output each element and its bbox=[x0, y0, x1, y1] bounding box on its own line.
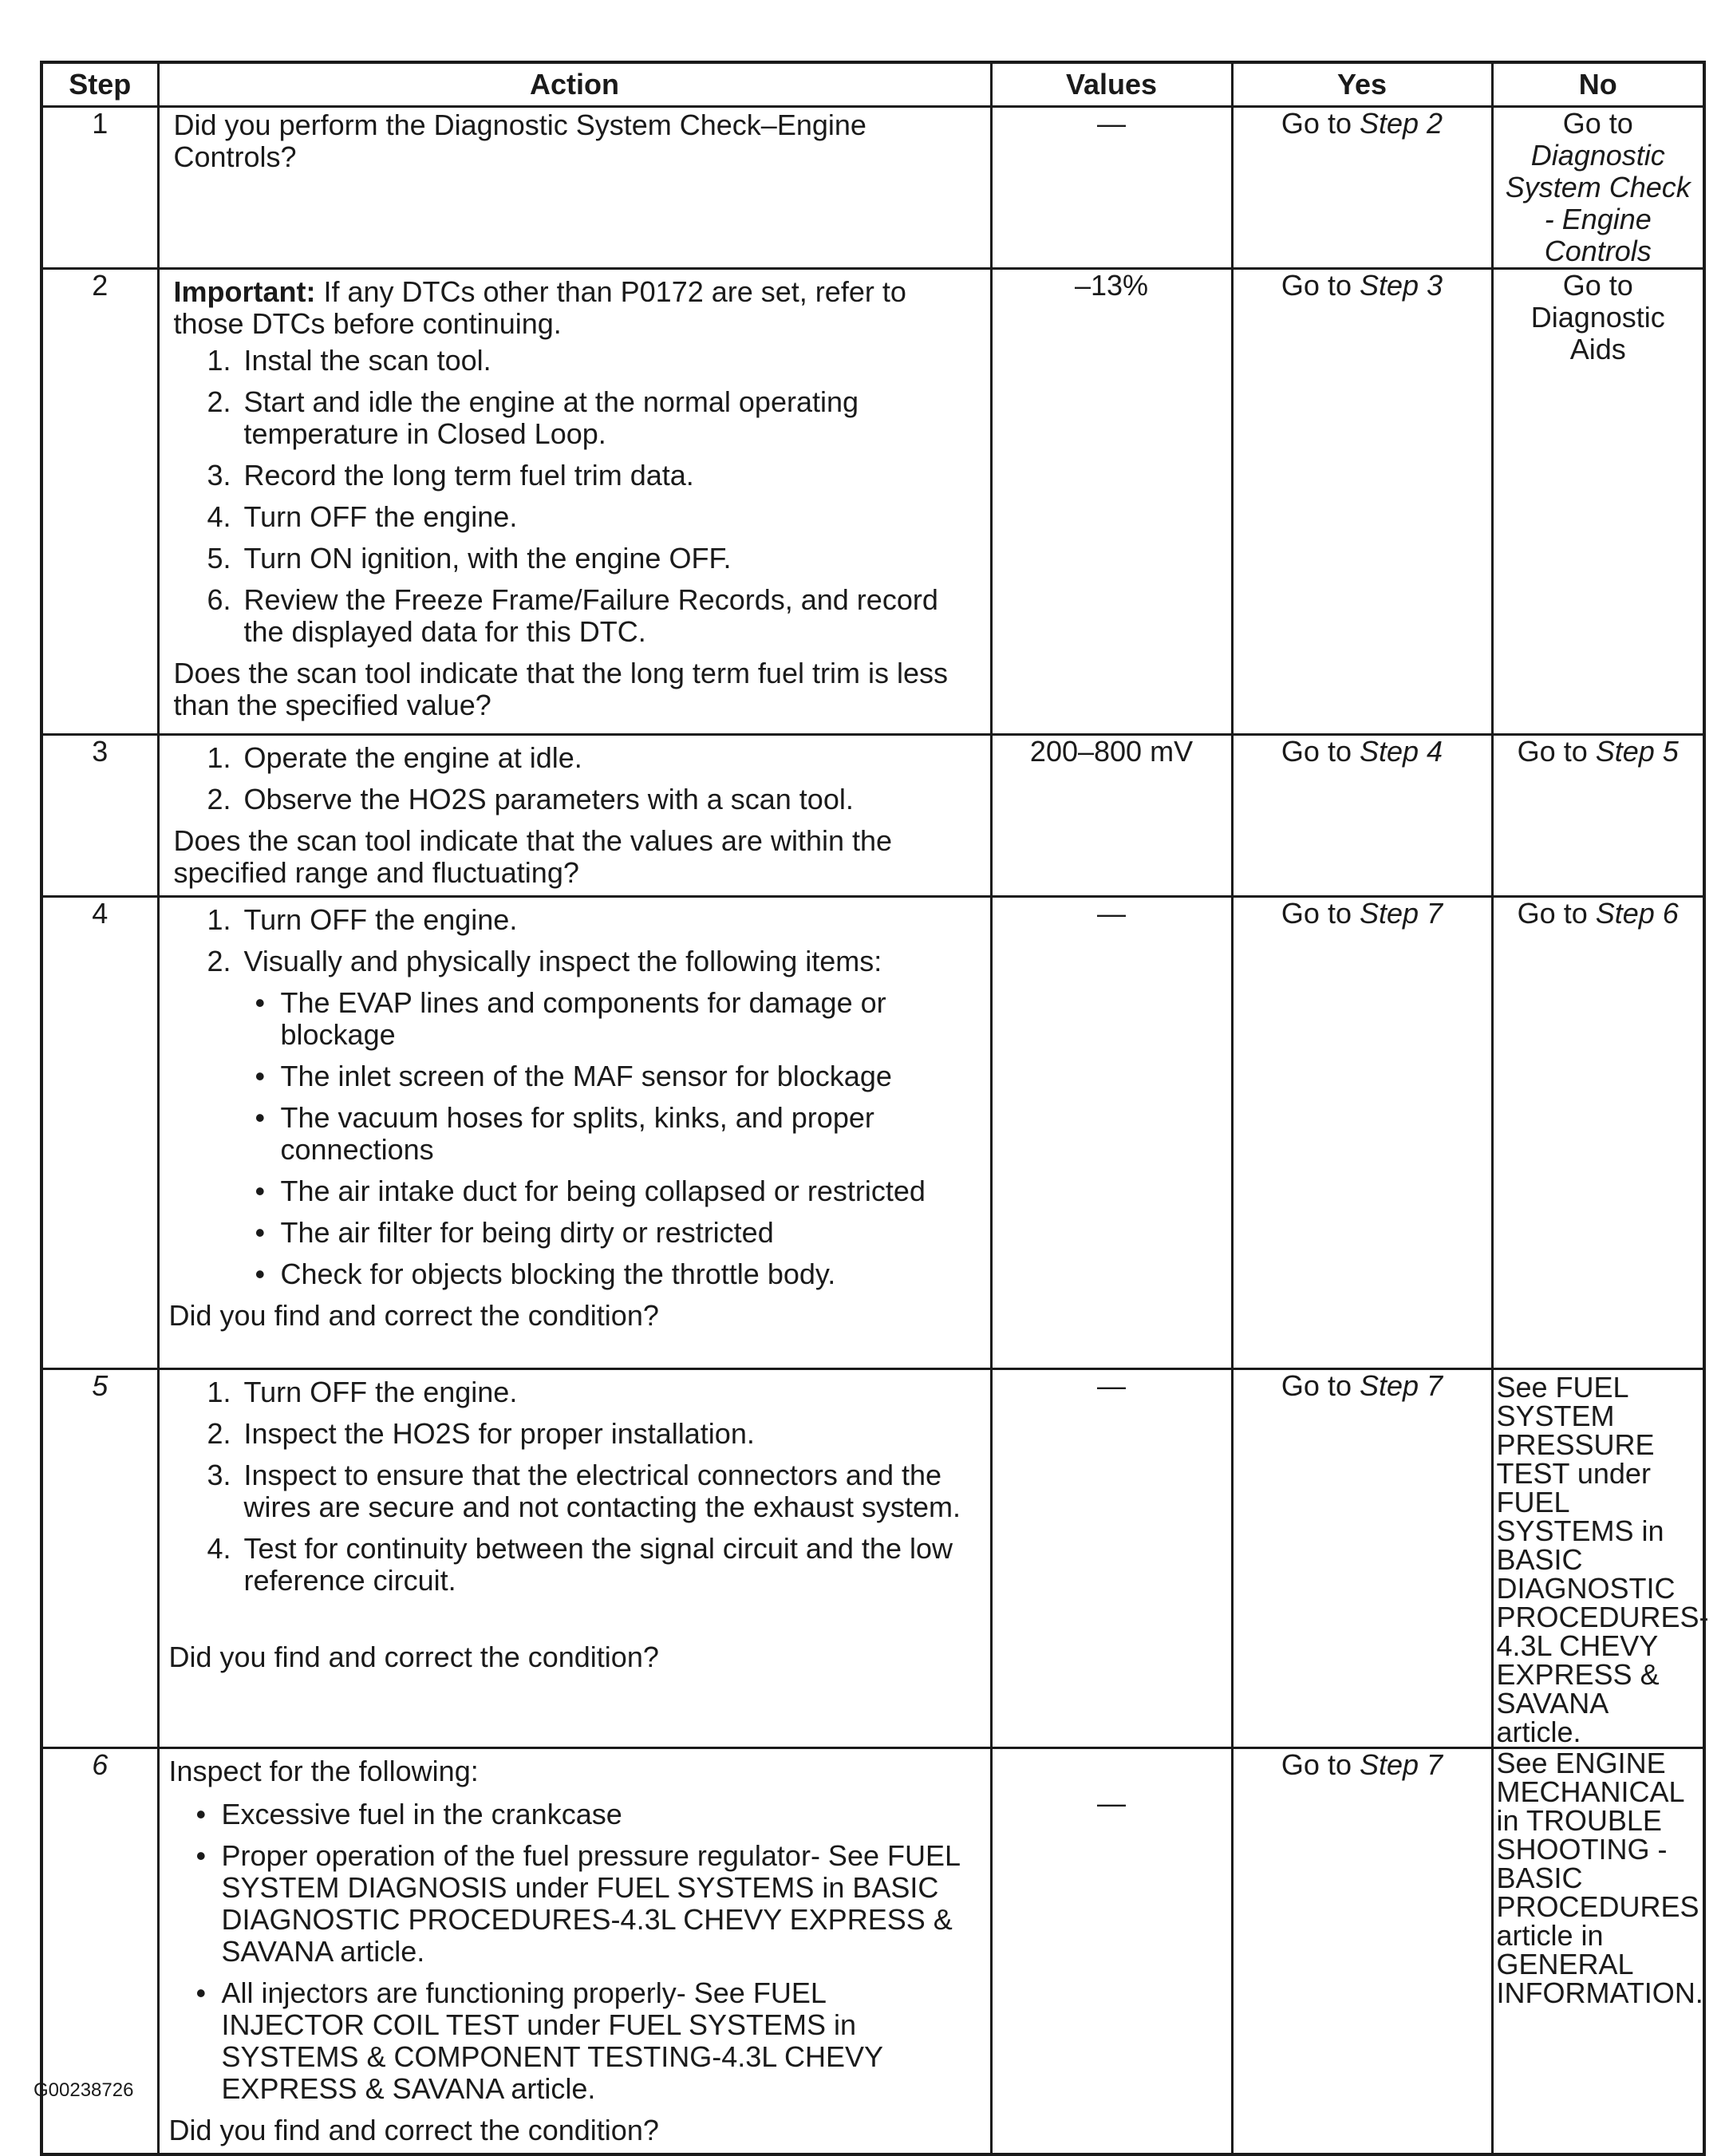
bullet-item: • The air intake duct for being collapsed or restricted bbox=[268, 1175, 976, 1207]
step-number-text: 5 bbox=[92, 1369, 109, 1402]
step-number: 2 bbox=[41, 269, 158, 735]
list-item: 3. Record the long term fuel trim data. bbox=[239, 460, 976, 492]
action-cell bbox=[158, 1748, 991, 2155]
step-number-text: 6 bbox=[92, 1748, 109, 1781]
list-item: 6. Review the Freeze Frame/Failure Records, and record the displayed data for this DTC. bbox=[239, 584, 976, 648]
bullet-item: • Proper operation of the fuel pressure regulator- See FUEL SYSTEM DIAGNOSIS under FUEL SYSTEMS in BASIC DIAGNOSTIC PROCEDURES-4.3L CHEVY EXPRESS & SAVANA article. bbox=[209, 1840, 976, 1968]
diagnostic-table bbox=[40, 61, 1709, 2156]
procedure-list bbox=[174, 742, 976, 815]
yes-target: Step 2 bbox=[1359, 107, 1443, 140]
figure-id: G00238726 bbox=[34, 2079, 134, 2101]
yes-prefix: Go to bbox=[1281, 1369, 1360, 1402]
value-cell: — bbox=[991, 1748, 1232, 2155]
procedure-list bbox=[174, 345, 976, 648]
inspection-bullets bbox=[244, 987, 976, 1290]
bullet-item: • The air filter for being dirty or restricted bbox=[268, 1217, 976, 1249]
action-cell bbox=[158, 269, 991, 735]
step-number bbox=[41, 1369, 158, 1748]
value-cell: — bbox=[991, 1369, 1232, 1748]
list-item-text: Visually and physically inspect the following items: bbox=[243, 945, 882, 977]
no-cell bbox=[1492, 735, 1704, 897]
step-number: 3 bbox=[41, 735, 158, 897]
yes-target: Step 7 bbox=[1359, 897, 1443, 930]
yes-target: Step 7 bbox=[1359, 1369, 1443, 1402]
header-yes: Yes bbox=[1232, 62, 1492, 107]
action-intro: Inspect for the following: bbox=[168, 1755, 479, 1787]
value-cell: –13% bbox=[991, 269, 1232, 735]
list-item: 2. Observe the HO2S parameters with a scan tool. bbox=[239, 784, 976, 815]
table-row-step-4 bbox=[41, 897, 1704, 1369]
bullet-item: • Excessive fuel in the crankcase bbox=[209, 1799, 976, 1830]
list-item: 1. Operate the engine at idle. bbox=[239, 742, 976, 774]
step-number: 4 bbox=[41, 897, 158, 1369]
no-target: Step 5 bbox=[1595, 735, 1679, 768]
header-action: Action bbox=[158, 62, 991, 107]
no-prefix: Go to bbox=[1517, 735, 1596, 768]
table-row-step-3 bbox=[41, 735, 1704, 897]
table-row-step-6 bbox=[41, 1748, 1704, 2155]
list-item bbox=[239, 946, 976, 1290]
list-item: 4. Turn OFF the engine. bbox=[239, 501, 976, 533]
yes-cell bbox=[1232, 1369, 1492, 1748]
list-item: 2. Inspect the HO2S for proper installation. bbox=[239, 1418, 976, 1450]
value-cell: — bbox=[991, 897, 1232, 1369]
no-target: Step 6 bbox=[1595, 897, 1679, 930]
procedure-list bbox=[169, 904, 976, 1290]
list-item: 1. Turn OFF the engine. bbox=[239, 904, 976, 936]
yes-prefix: Go to bbox=[1281, 107, 1360, 140]
yes-cell bbox=[1232, 107, 1492, 269]
yes-cell bbox=[1232, 897, 1492, 1369]
bullet-item: • The inlet screen of the MAF sensor for blockage bbox=[268, 1060, 976, 1092]
no-prefix: Go to bbox=[1562, 107, 1633, 140]
action-question: Did you find and correct the condition? bbox=[168, 1641, 659, 1673]
action-cell bbox=[158, 1369, 991, 1748]
bullet-item: • All injectors are functioning properly- See FUEL INJECTOR COIL TEST under FUEL SYSTEMS in SYSTEMS & COMPONENT TESTING-4.3L CHEVY EXPRESS & SAVANA article. bbox=[209, 1977, 976, 2105]
no-prefix: Go to bbox=[1517, 897, 1596, 930]
bullet-item: • Check for objects blocking the throttle body. bbox=[268, 1258, 976, 1290]
list-item: 2. Start and idle the engine at the normal operating temperature in Closed Loop. bbox=[239, 386, 976, 450]
important-text: If any DTCs other than P0172 are set, refer to those DTCs before continuing. bbox=[173, 275, 906, 340]
list-item: 5. Turn ON ignition, with the engine OFF. bbox=[239, 543, 976, 575]
no-target: Diagnostic System Check - Engine Controls bbox=[1505, 139, 1691, 267]
important-label: Important: bbox=[173, 275, 316, 308]
header-step: Step bbox=[41, 62, 158, 107]
yes-prefix: Go to bbox=[1281, 735, 1360, 768]
header-no: No bbox=[1492, 62, 1704, 107]
header-row bbox=[41, 62, 1704, 107]
yes-prefix: Go to bbox=[1281, 269, 1360, 302]
no-cell bbox=[1492, 897, 1704, 1369]
yes-target: Step 7 bbox=[1359, 1748, 1443, 1781]
action-question: Does the scan tool indicate that the values are within the specified range and fluctuating? bbox=[173, 824, 893, 889]
no-cell: See FUEL SYSTEM PRESSURE TEST under FUEL SYSTEMS in BASIC DIAGNOSTIC PROCEDURES-4.3L CHEVY EXPRESS & SAVANA article. bbox=[1492, 1369, 1704, 1748]
yes-prefix: Go to bbox=[1281, 897, 1360, 930]
value-cell: — bbox=[991, 107, 1232, 269]
header-values: Values bbox=[991, 62, 1232, 107]
list-item: 1. Instal the scan tool. bbox=[239, 345, 976, 377]
inspection-bullets bbox=[169, 1799, 976, 2105]
list-item: 3. Inspect to ensure that the electrical connectors and the wires are secure and not contacting the exhaust system. bbox=[239, 1459, 976, 1523]
no-cell bbox=[1492, 107, 1704, 269]
table-row-step-5 bbox=[41, 1369, 1704, 1748]
table-row-step-1 bbox=[41, 107, 1704, 269]
important-note bbox=[174, 276, 976, 340]
action-question: Did you find and correct the condition? bbox=[168, 2114, 659, 2146]
yes-target: Step 4 bbox=[1359, 735, 1443, 768]
bullet-item: • The EVAP lines and components for damage or blockage bbox=[268, 987, 976, 1051]
list-item: 4. Test for continuity between the signal circuit and the low reference circuit. bbox=[239, 1533, 976, 1597]
action-cell bbox=[158, 897, 991, 1369]
action-question: Did you find and correct the condition? bbox=[168, 1299, 659, 1332]
value-cell: 200–800 mV bbox=[991, 735, 1232, 897]
step-number: 1 bbox=[41, 107, 158, 269]
action-cell bbox=[158, 735, 991, 897]
procedure-list bbox=[169, 1376, 976, 1597]
list-item: 1. Turn OFF the engine. bbox=[239, 1376, 976, 1408]
table-row-step-2 bbox=[41, 269, 1704, 735]
bullet-item: • The vacuum hoses for splits, kinks, and proper connections bbox=[268, 1102, 976, 1166]
yes-target: Step 3 bbox=[1359, 269, 1443, 302]
yes-prefix: Go to bbox=[1281, 1748, 1360, 1781]
yes-cell bbox=[1232, 269, 1492, 735]
no-cell: See ENGINE MECHANICAL in TROUBLE SHOOTING - BASIC PROCEDURES article in GENERAL INFORMATION. bbox=[1492, 1748, 1704, 2155]
action-question: Did you perform the Diagnostic System Check–Engine Controls? bbox=[173, 109, 866, 173]
yes-cell bbox=[1232, 735, 1492, 897]
no-cell: Go to Diagnostic Aids bbox=[1492, 269, 1704, 735]
yes-cell bbox=[1232, 1748, 1492, 2155]
diagnostic-table-sheet bbox=[40, 61, 1709, 2156]
action-cell bbox=[158, 107, 991, 269]
action-question: Does the scan tool indicate that the long term fuel trim is less than the specified value? bbox=[173, 657, 948, 721]
